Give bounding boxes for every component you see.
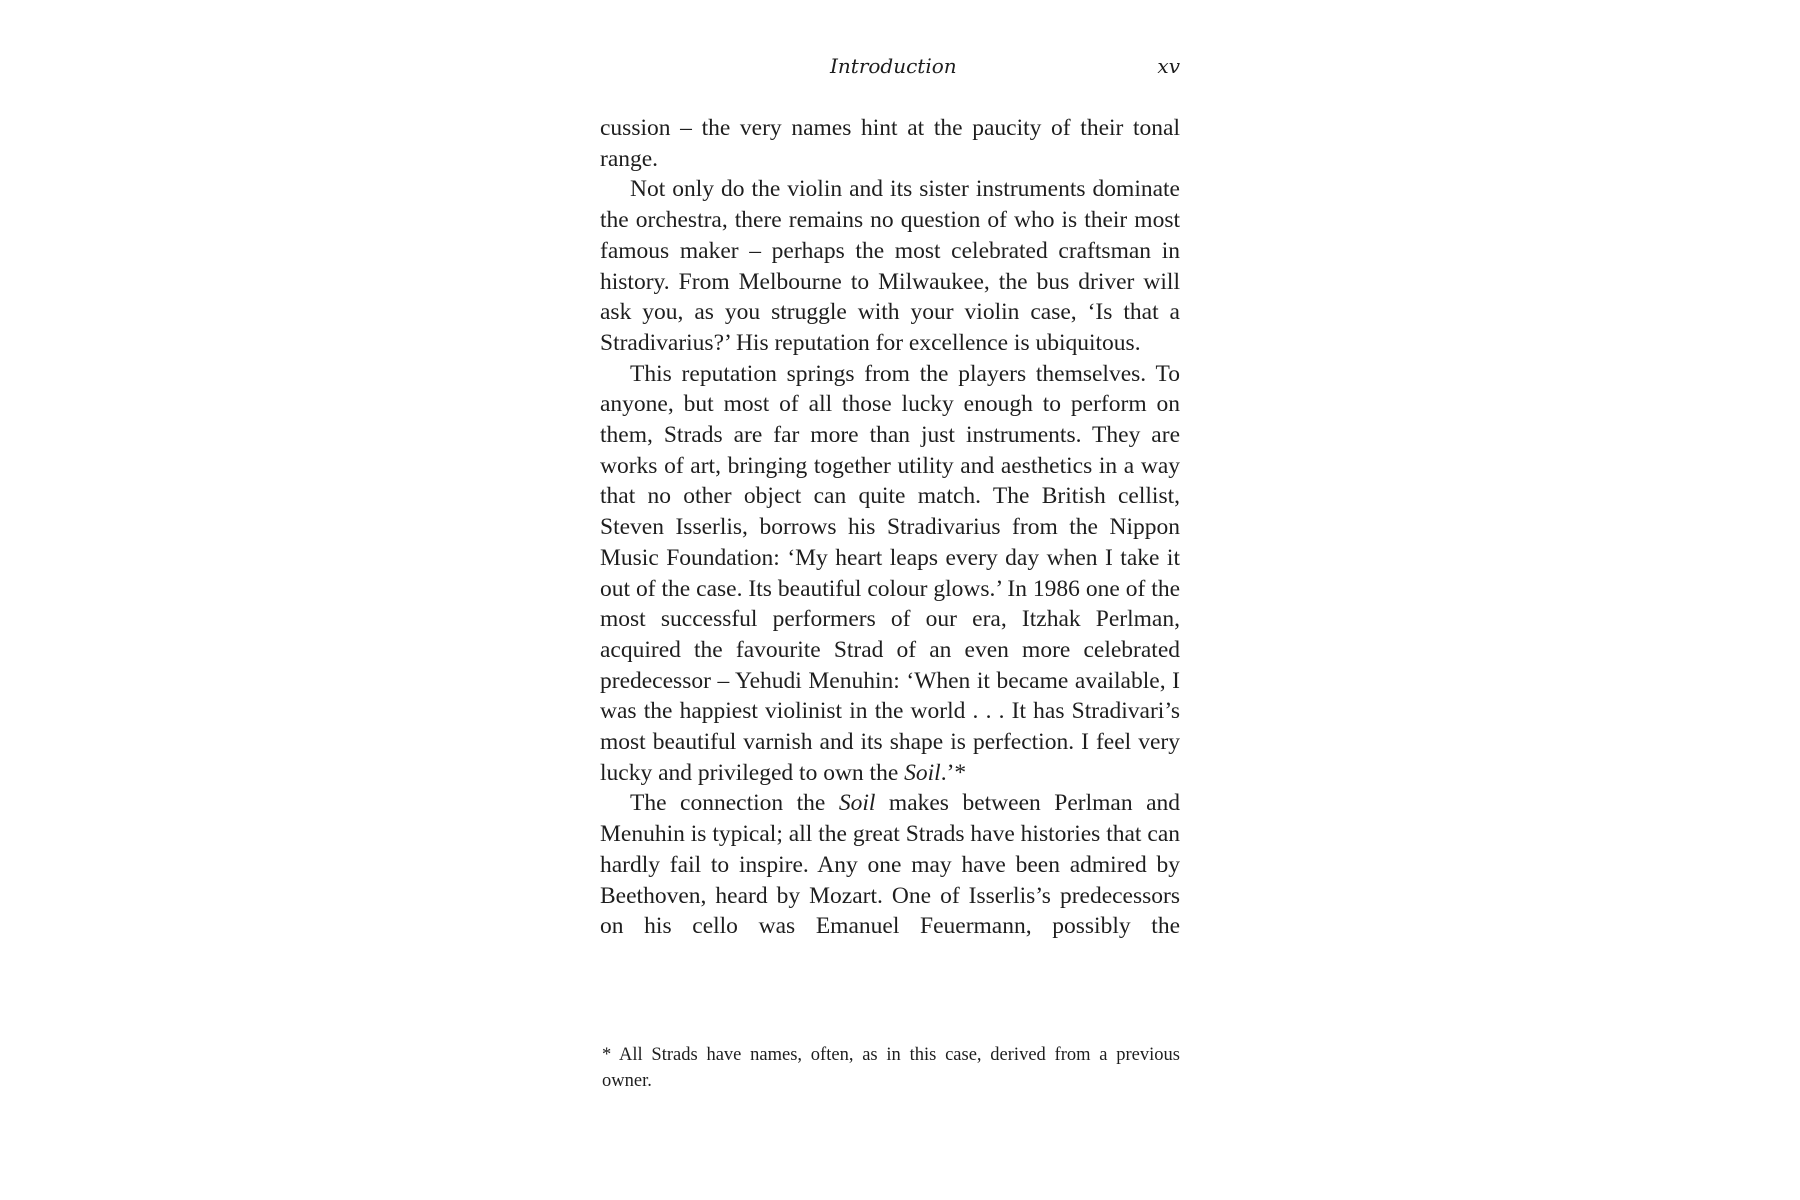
footnote-marker: .’* — [940, 759, 967, 786]
book-page — [600, 0, 1180, 1200]
paragraph-4-text-start: The connection the — [630, 790, 839, 817]
chapter-title: Introduction — [830, 54, 957, 78]
running-head — [600, 54, 1180, 84]
paragraph-4 — [600, 788, 1180, 942]
paragraph-3-text: This reputation springs from the players themselves. To anyone, but most of all those lucky enough to perform on them, Strads are far more than just instruments. They are works of art, bringing together utility and aesthetics in a way that no other object can quite match. The British cellist, Steven Isserlis, borrows his Stradivarius from the Nippon Music Foundation: ‘My heart leaps every day when I take it out of the case. Its beautiful colour glows.’ In 1986 one of the most successful performers of our era, Itzhak Perlman, acquired the favourite Strad of an even more celebrated predecessor – Yehudi Menuhin: ‘When it became available, I was the happiest violinist in the world . . . It has Stradivari’s most beautiful varnish and its shape is perfection. I feel very lucky and privileged to own the — [600, 360, 1180, 786]
paragraph-4-text-end: makes between Perlman and Menuhin is typical; all the great Strads have histories that can hardly fail to inspire. Any one may have been admired by Beethoven, heard by Mozart. One of Isserlis’s predecessors on his cello was Emanuel Feuermann, possibly the — [600, 790, 1180, 940]
paragraph-2: Not only do the violin and its sister instruments dominate the orchestra, there remains no question of who is their most famous maker – perhaps the most celebrated craftsman in history. From Melbourne to Milwaukee, the bus driver will ask you, as you struggle with your violin case, ‘Is that a Stradivarius?’ His reputation for excellence is ubiquitous. — [600, 176, 1180, 356]
body-text — [600, 113, 1180, 942]
instrument-name-soil: Soil — [904, 759, 941, 786]
footnote — [602, 1043, 1180, 1094]
footnote-text: * All Strads have names, often, as in this case, derived from a previous owner. — [602, 1045, 1180, 1091]
page-number: xv — [1157, 54, 1180, 78]
paragraph-3 — [600, 359, 1180, 789]
instrument-name-soil: Soil — [838, 790, 876, 817]
paragraph-1: cussion – the very names hint at the paucity of their tonal range. — [600, 115, 1180, 172]
